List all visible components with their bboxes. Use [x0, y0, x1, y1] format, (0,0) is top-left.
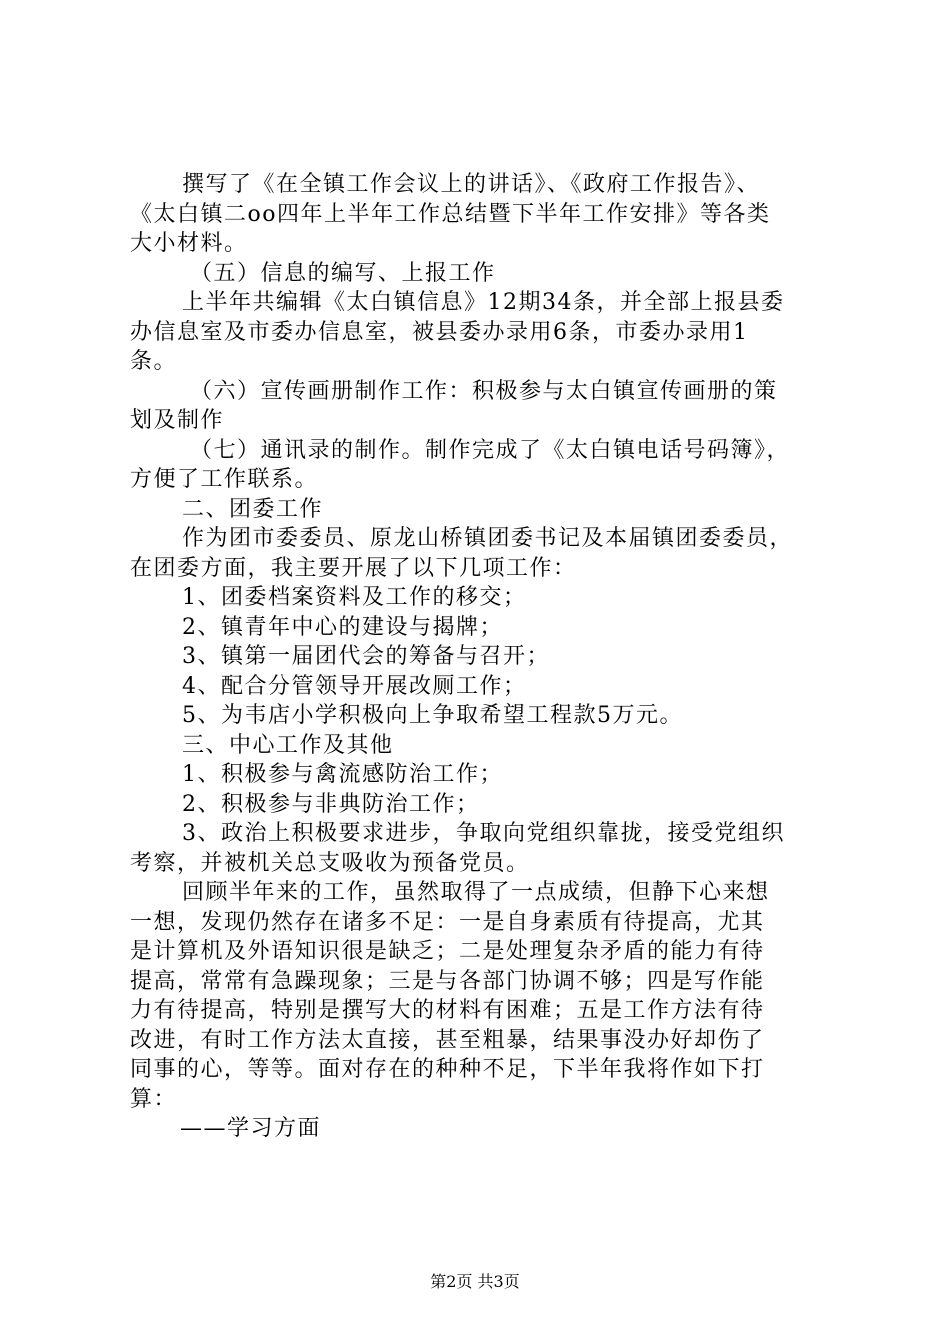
text-line: 同事的心，等等。面对存在的种种不足，下半年我将作如下打 [130, 1057, 765, 1082]
document-body [130, 170, 835, 1144]
text-line: 《太白镇二oo四年上半年工作总结暨下半年工作安排》等各类 [130, 201, 771, 227]
text-line: 划及制作 [130, 408, 225, 433]
section-heading: （七）通讯录的制作。制作完成了《太白镇电话号码簿》， [190, 437, 791, 463]
text-line: 力有待提高，特别是撰写大的材料有困难；五是工作方法有待 [130, 998, 765, 1023]
text-line: 撰写了《在全镇工作会议上的讲话》、《政府工作报告》、 [182, 172, 761, 197]
text-line: 改进，有时工作方法太直接，甚至粗暴，结果事没办好却伤了 [130, 1027, 765, 1053]
list-item: 4、配合分管领导开展改厕工作； [182, 673, 527, 699]
section-heading: ——学习方面 [180, 1116, 322, 1141]
text-line: 办信息室及市委办信息室，被县委办录用6条，市委办录用1 [130, 319, 749, 345]
list-item: 2、镇青年中心的建设与揭牌； [182, 614, 503, 640]
text-line: 回顾半年来的工作，虽然取得了一点成绩，但静下心来想 [182, 880, 770, 905]
list-item: 3、政治上积极要求进步，争取向党组织靠拢，接受党组织 [182, 821, 785, 846]
page-footer [0, 1272, 950, 1292]
list-item: 2、积极参与非典防治工作； [182, 791, 480, 817]
text-line: 方便了工作联系。 [130, 467, 319, 492]
text-line: 大小材料。 [130, 231, 248, 256]
text-line: 上半年共编辑《太白镇信息》12期34条，并全部上报县委 [182, 290, 785, 315]
text-line: 作为团市委委员、原龙山桥镇团委书记及本届镇团委委员， [182, 526, 794, 551]
section-heading: （六）宣传画册制作工作：积极参与太白镇宣传画册的策 [190, 378, 778, 404]
text-line: 一想，发现仍然存在诸多不足：一是自身素质有待提高，尤其 [130, 909, 765, 935]
section-heading: 三、中心工作及其他 [182, 732, 394, 758]
text-line: 是计算机及外语知识很是缺乏；二是处理复杂矛盾的能力有待 [130, 939, 765, 964]
list-item: 3、镇第一届团代会的筹备与召开； [182, 644, 550, 669]
text-line: 提高，常常有急躁现象；三是与各部门协调不够；四是写作能 [130, 968, 765, 994]
text-line: 条。 [130, 349, 178, 374]
list-item: 1、团委档案资料及工作的移交； [182, 585, 527, 610]
page-number: 第2页 共3页 [430, 1272, 520, 1291]
list-item: 1、积极参与禽流感防治工作； [182, 762, 503, 787]
section-heading: 二、团委工作 [182, 496, 324, 522]
section-heading: （五）信息的编写、上报工作 [190, 260, 496, 286]
text-line: 考察，并被机关总支吸收为预备党员。 [130, 850, 530, 876]
text-line: 算： [130, 1086, 178, 1112]
text-line: 在团委方面，我主要开展了以下几项工作： [130, 555, 577, 581]
list-item: 5、为韦店小学积极向上争取希望工程款5万元。 [182, 703, 683, 728]
